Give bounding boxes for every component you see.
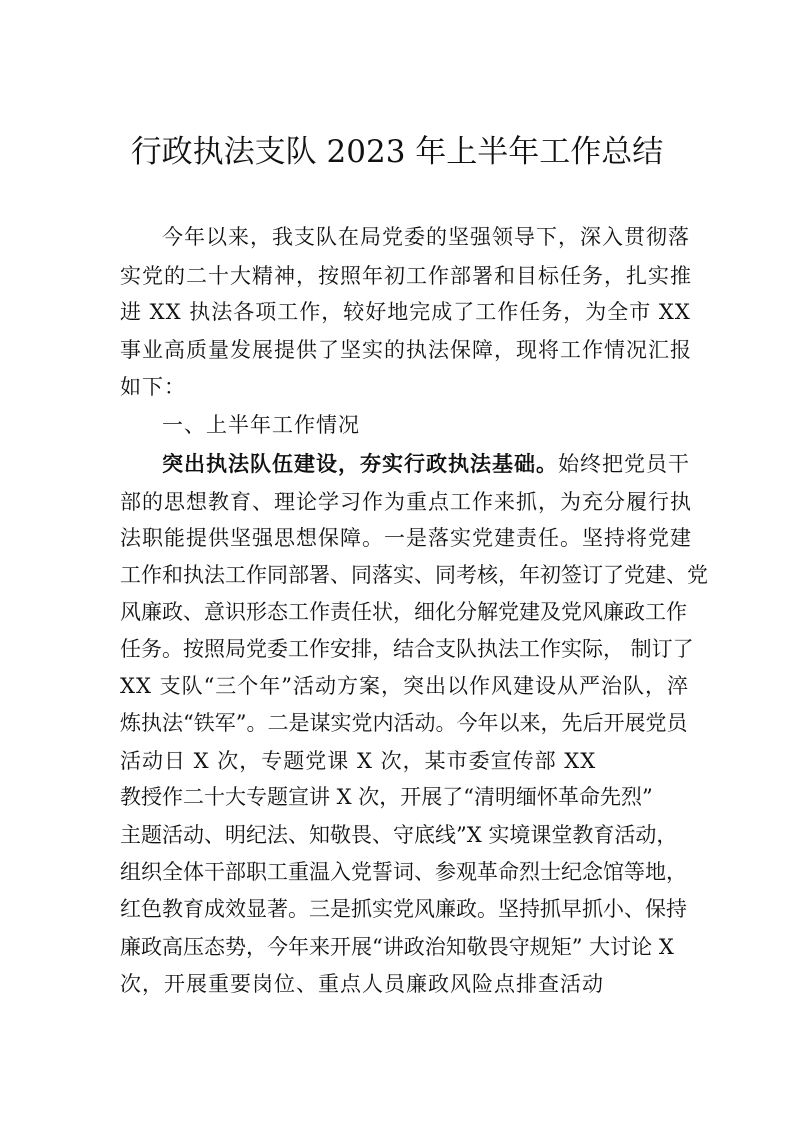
para1-line-6: 任务。按照局党委工作安排，结合支队执法工作实际， 制订了 (120, 637, 694, 661)
para1-line-5: 风廉政、意识形态工作责任状，细化分解党建及党风廉政工作 (120, 600, 687, 624)
para1-line-9: 活动日 X 次，专题党课 X 次，某市委宣传部 XX (120, 749, 597, 773)
para1-line-12: 组织全体干部职工重温入党誓词、参观革命烈士纪念馆等地， (120, 860, 687, 884)
para1-first-line (162, 449, 690, 479)
para1-line-3: 法职能提供坚强思想保障。一是落实党建责任。坚持将党建 (120, 526, 692, 550)
para1-line-10: 教授作二十大专题宣讲 X 次，开展了“清明缅怀革命先烈” (120, 785, 653, 809)
intro-line-2: 实党的二十大精神，按照年初工作部署和目标任务，扎实推 (120, 264, 692, 288)
para1-line-8: 炼执法“铁军”。二是谋实党内活动。今年以来，先后开展党员 (120, 711, 688, 735)
para1-line-13: 红色教育成效显著。三是抓实党风廉政。坚持抓早抓小、保持 (120, 897, 687, 921)
section-heading: 一、上半年工作情况 (162, 413, 360, 437)
para1-line-2: 部的思想教育、理论学习作为重点工作来抓，为充分履行执 (120, 490, 692, 514)
para1-bold-lead: 突出执法队伍建设，夯实行政执法基础。 (162, 452, 558, 476)
para1-line-4: 工作和执法工作同部署、同落实、同考核，年初签订了党建、党 (120, 563, 708, 587)
document-title: 行政执法支队 2023 年上半年工作总结 (130, 134, 664, 170)
para1-line-14: 廉政高压态势，今年来开展“讲政治知敬畏守规矩” 大讨论 X (120, 935, 674, 959)
para1-line-15: 次，开展重要岗位、重点人员廉政风险点排查活动 (120, 972, 604, 996)
para1-line-7: XX 支队“三个年”活动方案，突出以作风建设从严治队，淬 (120, 674, 690, 698)
para1-line-11: 主题活动、明纪法、知敬畏、守底线”X 实境课堂教育活动， (120, 823, 678, 847)
para1-first-rest: 始终把党员干 (558, 452, 690, 476)
intro-line-4: 事业高质量发展提供了坚实的执法保障，现将工作情况汇报 (120, 338, 692, 362)
intro-line-3: 进 XX 执法各项工作，较好地完成了工作任务，为全市 XX (120, 300, 691, 324)
intro-line-1: 今年以来，我支队在局党委的坚强领导下，深入贯彻落 (162, 225, 690, 249)
intro-line-5: 如下： (120, 375, 186, 399)
